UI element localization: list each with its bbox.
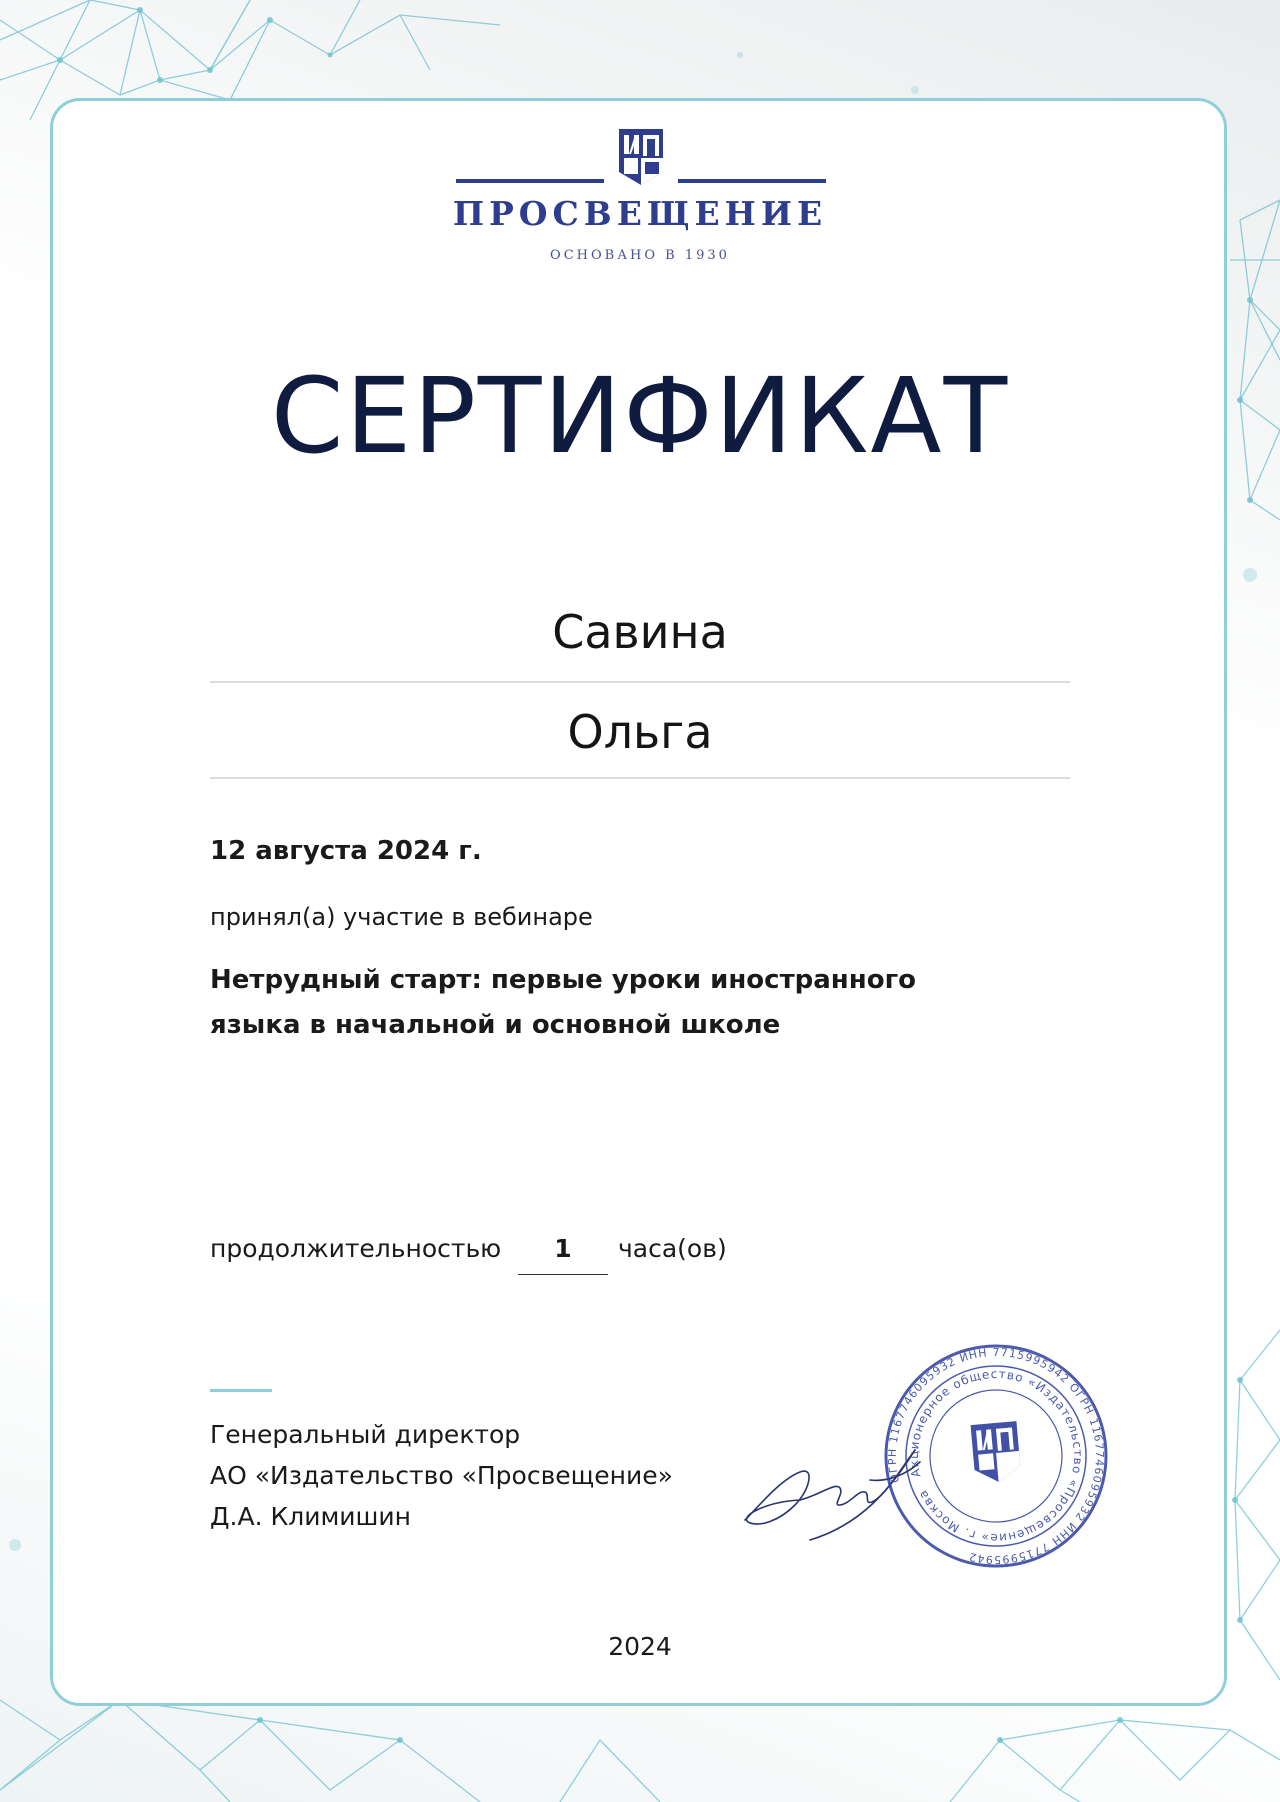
webinar-title-line-2: языка в начальной и основной школе bbox=[210, 1010, 781, 1040]
duration-value: 1 bbox=[518, 1234, 608, 1275]
company-seal-stamp bbox=[880, 1340, 1112, 1572]
duration-unit: часа(ов) bbox=[618, 1234, 727, 1263]
svg-text:ОГРН 1167746095932 ИНН 7715995: ОГРН 1167746095932 ИНН 7715995942 ОГРН 1167746095932 ИНН 7715995942 bbox=[885, 1345, 1107, 1567]
signer-company: АО «Издательство «Просвещение» bbox=[210, 1461, 673, 1490]
last-name: Савина bbox=[210, 605, 1070, 683]
publisher-logo bbox=[0, 128, 1280, 268]
logo-line-right bbox=[678, 179, 826, 183]
logo-founded: ОСНОВАНО В 1930 bbox=[550, 248, 730, 263]
logo-emblem-icon bbox=[618, 128, 664, 186]
certificate-year: 2024 bbox=[608, 1632, 672, 1661]
event-date: 12 августа 2024 г. bbox=[210, 836, 482, 866]
participation-text: принял(а) участие в вебинаре bbox=[210, 903, 593, 931]
svg-text:Акционерное общество «Издатель: Акционерное общество «Издательство «Просвещение» г. Москва bbox=[906, 1366, 1086, 1546]
duration-label: продолжительностью bbox=[210, 1234, 502, 1263]
webinar-title-line-1: Нетрудный старт: первые уроки иностранного bbox=[210, 965, 917, 995]
signer-name: Д.А. Климишин bbox=[210, 1502, 412, 1531]
signer-position: Генеральный директор bbox=[210, 1420, 521, 1449]
first-name: Ольга bbox=[210, 705, 1070, 779]
logo-name: ПРОСВЕЩЕНИЕ bbox=[452, 194, 828, 233]
accent-divider bbox=[210, 1389, 272, 1392]
certificate-title: СЕРТИФИКАТ bbox=[270, 355, 1010, 477]
signer-block bbox=[210, 1414, 673, 1537]
logo-line-left bbox=[456, 179, 604, 183]
webinar-title bbox=[210, 958, 1040, 1048]
